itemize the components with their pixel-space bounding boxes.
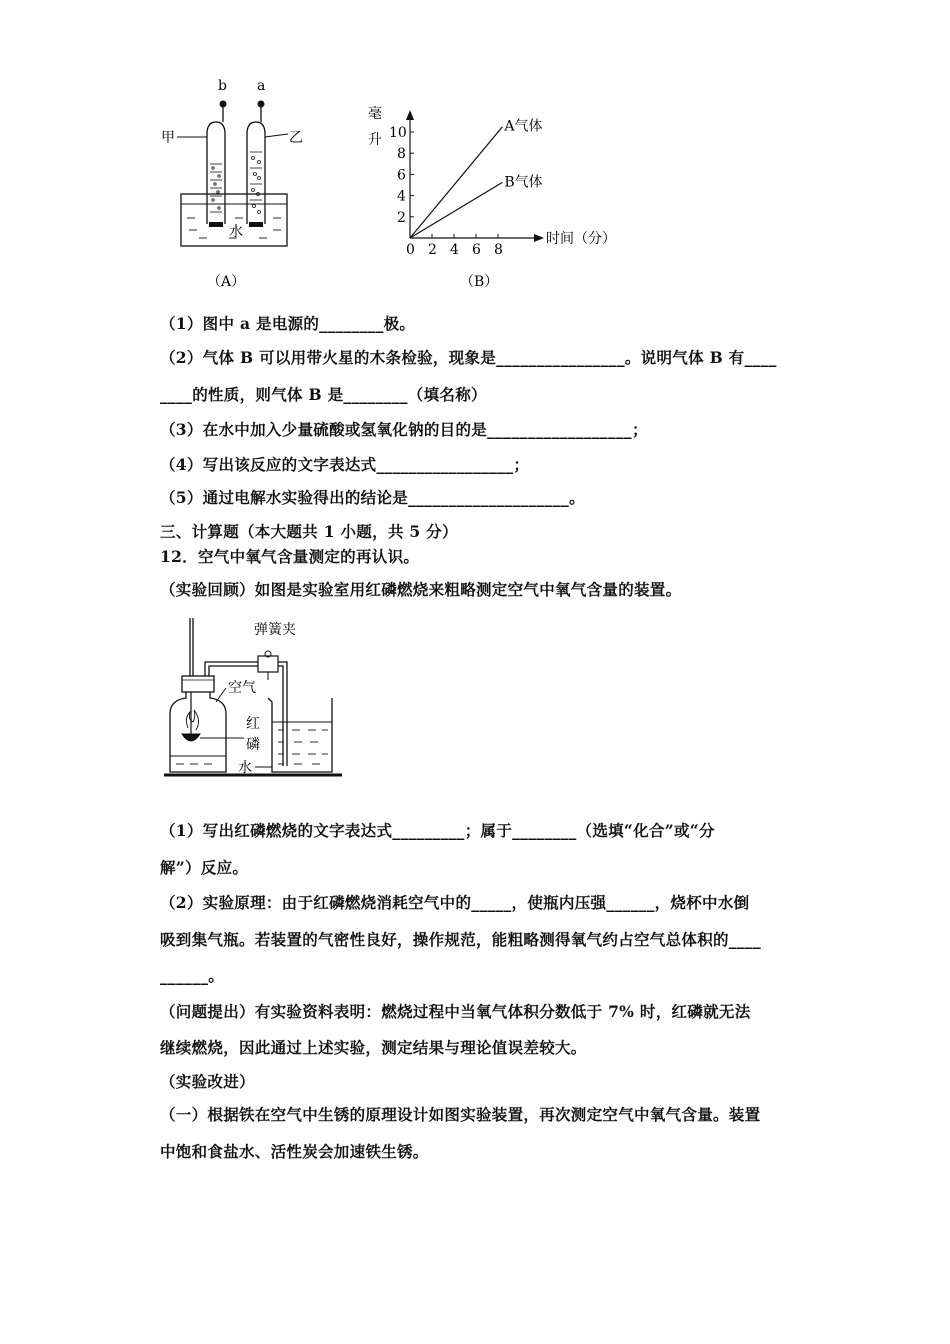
- water-label-2: 水: [238, 760, 252, 776]
- series-line: [410, 127, 502, 238]
- y-axis-label-1: 毫: [368, 106, 382, 122]
- q12-part2-line2: 吸到集气瓶。若装置的气密性良好，操作规范，能粗略测得氧气约占空气总体积的____: [160, 930, 762, 949]
- x-tick-label: 4: [450, 242, 459, 258]
- combustion-spoon: [182, 734, 200, 741]
- water-label: 水: [229, 224, 243, 240]
- flame-icon: [186, 710, 198, 730]
- section-heading: 三、计算题（本大题共 1 小题，共 5 分）: [160, 522, 458, 541]
- x-tick-label: 0: [406, 242, 415, 258]
- clamp-label: 弹簧夹: [254, 622, 296, 638]
- series-line: [410, 182, 502, 238]
- y-tick-label: 10: [389, 125, 407, 141]
- figure-a-caption: （A）: [207, 274, 246, 290]
- left-tube: [207, 122, 225, 224]
- y-tick-label: 2: [397, 209, 406, 226]
- tube-left-label: 甲: [161, 130, 175, 146]
- tube-right-label: 乙: [289, 130, 303, 146]
- gas-volume-chart: [360, 100, 640, 295]
- beaker: [268, 698, 332, 772]
- electrolysis-apparatus-figure: [155, 72, 315, 297]
- air-label: 空气: [228, 680, 256, 696]
- q11-part3: （3）在水中加入少量硫酸或氢氧化钠的目的是__________________；: [160, 420, 648, 439]
- improve-one-line2: 中饱和食盐水、活性炭会加速铁生锈。: [160, 1142, 429, 1161]
- y-tick-label: 6: [397, 167, 406, 184]
- spring-clamp: [258, 656, 278, 672]
- q12-part1-line2: 解”）反应。: [160, 858, 249, 877]
- x-tick-label: 8: [494, 242, 503, 258]
- q11-part2-line1: （2）气体 B 可以用带火星的木条检验，现象是________________。说明气体 B 有____: [160, 348, 777, 367]
- phosphorus-label-2: 磷: [246, 737, 260, 753]
- q11-part1: （1）图中 a 是电源的________极。: [160, 314, 416, 333]
- q12-title: 12．空气中氧气含量测定的再认识。: [160, 547, 420, 566]
- series-label: A气体: [504, 118, 543, 135]
- improve-one-line1: （一）根据铁在空气中生锈的原理设计如图实验装置，再次测定空气中氧气含量。装置: [160, 1105, 761, 1124]
- figure-b-caption: （B）: [460, 274, 499, 290]
- improve-heading: （实验改进）: [160, 1072, 255, 1091]
- y-axis-label-2: 升: [368, 132, 382, 148]
- series-label: B气体: [504, 174, 543, 191]
- problem-line1: （问题提出）有实验资料表明：燃烧过程中当氧气体积分数低于 7% 时，红磷就无法: [160, 1002, 751, 1021]
- q12-part1-line1: （1）写出红磷燃烧的文字表达式_________；属于________（选填“化合”或“分: [160, 821, 715, 840]
- y-axis-arrow-icon: [406, 110, 414, 120]
- rubber-stopper: [182, 676, 214, 692]
- problem-line2: 继续燃烧，因此通过上述实验，测定结果与理论值误差较大。: [160, 1038, 587, 1057]
- q12-part2-line3: ______。: [160, 966, 225, 985]
- phosphorus-apparatus-figure: [160, 612, 350, 782]
- phosphorus-label-1: 红: [246, 716, 260, 732]
- q11-part4: （4）写出该反应的文字表达式_________________；: [160, 455, 530, 474]
- y-tick-label: 8: [397, 146, 406, 163]
- q12-review: （实验回顾）如图是实验室用红磷燃烧来粗略测定空气中氧气含量的装置。: [160, 580, 682, 599]
- terminal-b-label: b: [218, 78, 227, 94]
- q12-part2-line1: （2）实验原理：由于红磷燃烧消耗空气中的_____，使瓶内压强______，烧杯中水倒: [160, 893, 750, 912]
- q11-part2-line2: ____的性质，则气体 B 是________（填名称）: [160, 385, 487, 404]
- gas-bottle: [170, 692, 226, 772]
- x-axis-label: 时间（分）: [546, 231, 616, 247]
- terminal-a-label: a: [257, 78, 266, 94]
- x-tick-label: 6: [472, 242, 481, 258]
- x-axis-arrow-icon: [534, 234, 544, 242]
- x-tick-label: 2: [428, 242, 437, 258]
- q11-part5: （5）通过电解水实验得出的结论是____________________。: [160, 488, 585, 507]
- y-tick-label: 4: [397, 188, 406, 205]
